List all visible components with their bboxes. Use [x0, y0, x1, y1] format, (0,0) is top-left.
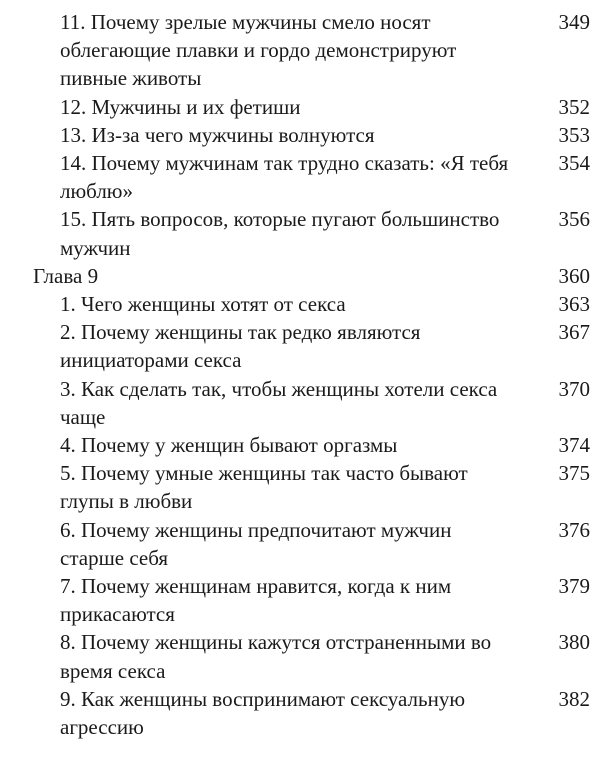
toc-entry: [0, 205, 596, 261]
toc-entry: [0, 149, 596, 205]
toc-entry: [0, 459, 596, 515]
toc-entry-page: 363: [558, 292, 590, 317]
toc-entry-title: 13. Из-за чего мужчины волнуются: [60, 122, 375, 147]
toc-entry-page: 349: [558, 10, 590, 34]
toc-entry-title: 2. Почему женщины так редко являются инициаторами секса: [60, 320, 421, 373]
toc-entry-page: 353: [558, 122, 590, 147]
toc-entry-title: 5. Почему умные женщины так часто бывают глупы в любви: [60, 461, 468, 514]
toc-entry: [0, 431, 596, 459]
toc-entry-page: 356: [558, 207, 590, 232]
toc-entry: [0, 516, 596, 572]
toc-entry: [0, 93, 596, 121]
toc-entry-page: 374: [558, 433, 590, 458]
toc-entry-page: 375: [558, 461, 590, 486]
toc-entry-page: 380: [558, 630, 590, 655]
toc-entry: [0, 572, 596, 628]
toc-entry-title: 4. Почему у женщин бывают оргазмы: [60, 433, 398, 458]
toc-entry: [0, 628, 596, 684]
toc-entry-title: 12. Мужчины и их фетиши: [60, 94, 301, 119]
toc-entry-page: 354: [558, 151, 590, 176]
toc-entry-title: 3. Как сделать так, чтобы женщины хотели секса чаще: [60, 376, 498, 429]
toc-entry-page: 376: [558, 517, 590, 542]
toc-entry-page: 360: [558, 263, 590, 288]
toc-entry: [0, 290, 596, 318]
toc-chapter-heading: [0, 262, 596, 290]
toc-entry: [0, 318, 596, 374]
toc-entry-title: 15. Пять вопросов, которые пугают большинство мужчин: [60, 207, 500, 260]
toc-entry-title: 8. Почему женщины кажутся отстраненными во время секса: [60, 630, 492, 683]
toc-entry-title: 11. Почему зрелые мужчины смело носят облегающие плавки и гордо демонстрируют пивные животы: [60, 10, 457, 91]
toc-entry-title: 1. Чего женщины хотят от секса: [60, 292, 346, 317]
toc-entry-title: 9. Как женщины воспринимают сексуальную агрессию: [60, 686, 466, 740]
toc-entry-page: 367: [558, 320, 590, 345]
toc-entry: [0, 121, 596, 149]
toc-entry-page: 370: [558, 376, 590, 401]
toc-chapter-title: Глава 9: [33, 263, 99, 288]
toc-entry: [0, 375, 596, 431]
toc-entry-title: 14. Почему мужчинам так трудно сказать: «Я тебя люблю»: [60, 151, 509, 204]
toc-entry-page: 379: [558, 574, 590, 599]
toc-entry-title: 7. Почему женщинам нравится, когда к ним прикасаются: [60, 574, 452, 627]
toc-entry: [0, 685, 596, 741]
toc-entry-page: 382: [558, 686, 590, 711]
toc-entry: [0, 8, 596, 93]
toc-entry-title: 6. Почему женщины предпочитают мужчин старше себя: [60, 517, 452, 570]
table-of-contents: [0, 8, 596, 741]
toc-entry-page: 352: [558, 94, 590, 119]
